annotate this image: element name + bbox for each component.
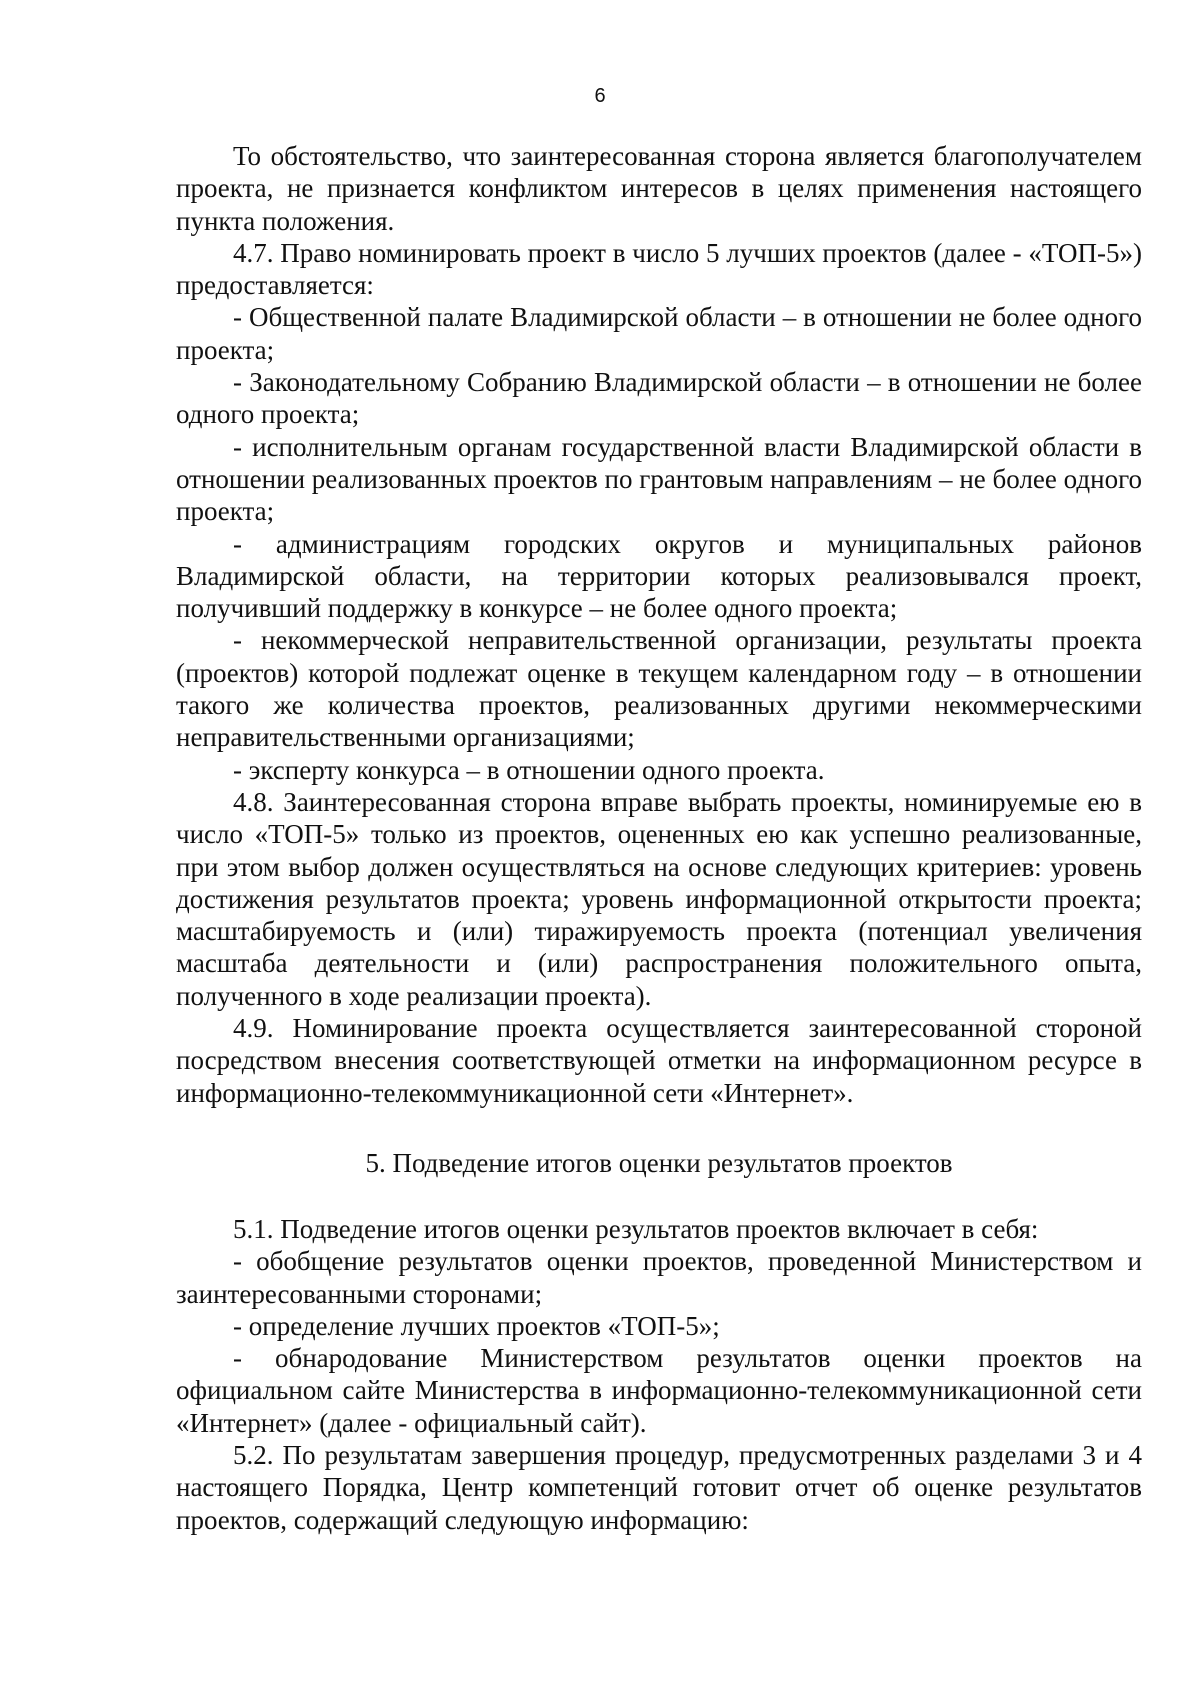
paragraph-4-9: 4.9. Номинирование проекта осуществляется заинтересованной стороной посредством внесения соответствующей отметки на информационном ресурсе в информационно-телекоммуникационной сети «Интернет». [176,1013,1142,1108]
paragraph-4-7: 4.7. Право номинировать проект в число 5 лучших проектов (далее - «ТОП-5») предоставляется: [176,237,1142,301]
list-item-public-chamber: - Общественной палате Владимирской области – в отношении не более одного проекта; [176,302,1142,365]
list-item-nonprofit-organization: - некоммерческой неправительственной организации, результаты проекта (проектов) которой подлежат оценке в текущем календарном году – в отношении такого же количества проектов, реализованных другими некоммерческими неправительственными организациями; [176,625,1142,753]
list-item-administrations: - администрациям городских округов и муниципальных районов Владимирской области, на территории которых реализовывался проект, получивший поддержку в конкурсе – не более одного проекта; [176,528,1142,624]
document-body [176,140,1142,1536]
list-item-executive-bodies: - исполнительным органам государственной власти Владимирской области в отношении реализованных проектов по грантовым направлениям – не более одного проекта; [176,431,1142,527]
paragraph-5-2: 5.2. По результатам завершения процедур, предусмотренных разделами 3 и 4 настоящего Порядка, Центр компетенций готовит отчет об оценке результатов проектов, содержащий следующую информацию: [176,1439,1142,1535]
list-item-top-5: - определение лучших проектов «ТОП-5»; [233,1310,720,1341]
page-number: 6 [594,85,606,107]
paragraph-5-1: 5.1. Подведение итогов оценки результатов проектов включает в себя: [233,1213,1039,1244]
paragraph-4-8: 4.8. Заинтересованная сторона вправе выбрать проекты, номинируемые ею в число «ТОП-5» только из проектов, оцененных ею как успешно реализованные, при этом выбор должен осуществляться на основе следующих критериев: уровень достижения результатов проекта; уровень информационной открытости проекта; масштабируемость и (или) тиражируемость проекта (потенциал увеличения масштаба деятельности и (или) распространения положительного опыта, полученного в ходе реализации проекта). [176,786,1142,1011]
list-item-summary-results: - обобщение результатов оценки проектов, проведенной Министерством и заинтересованными сторонами; [176,1246,1142,1309]
list-item-legislative-assembly: - Законодательному Собранию Владимирской области – в отношении не более одного проекта; [176,367,1142,430]
section-title-5: 5. Подведение итогов оценки результатов проектов [365,1147,953,1178]
list-item-publication: - обнародование Министерством результатов оценки проектов на официальном сайте Министерства в информационно-телекоммуникационной сети «Интернет» (далее - официальный сайт). [176,1343,1142,1438]
list-item-contest-expert: - эксперту конкурса – в отношении одного проекта. [233,754,825,785]
paragraph-conflict-note: То обстоятельство, что заинтересованная сторона является благополучателем проекта, не признается конфликтом интересов в целях применения настоящего пункта положения. [176,141,1142,236]
